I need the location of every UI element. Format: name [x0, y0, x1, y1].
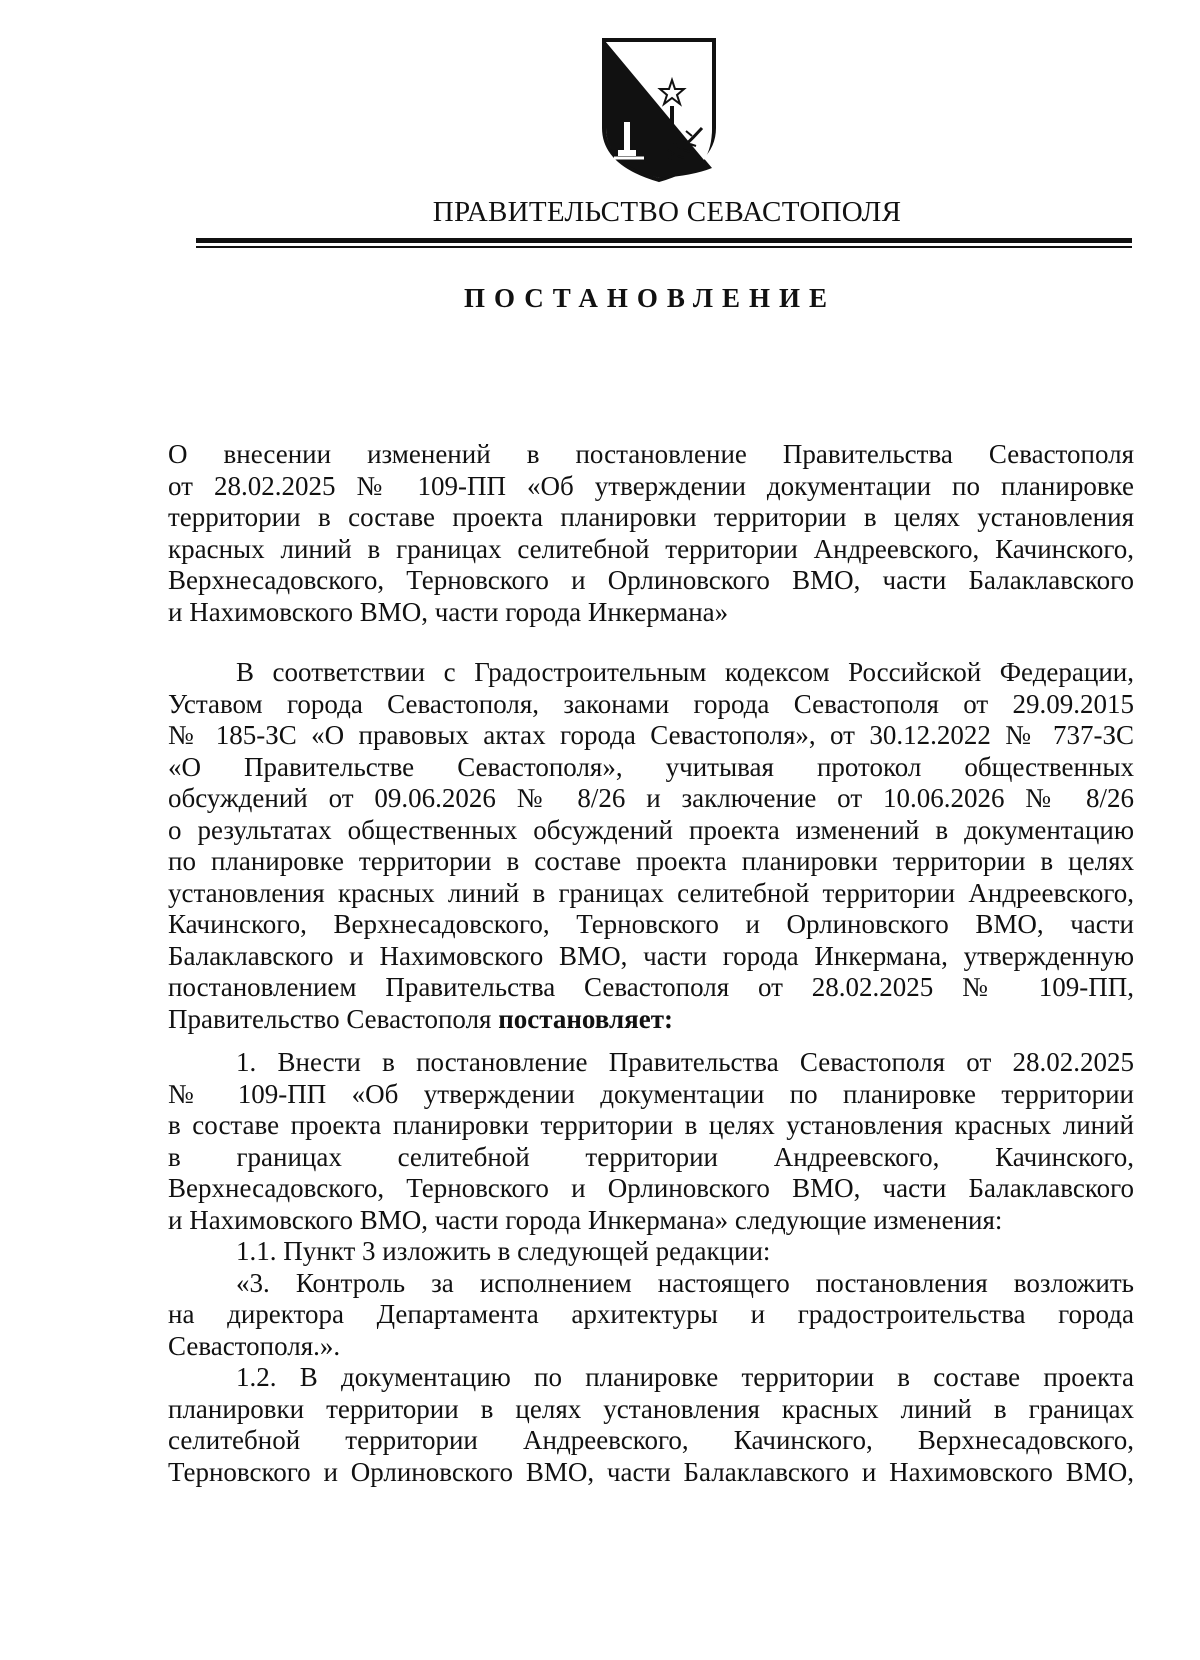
title-line: и Нахимовского ВМО, части города Инкермана» — [168, 596, 729, 627]
item-1 — [168, 1047, 1134, 1488]
resolves-keyword: постановляет: — [498, 1003, 673, 1034]
preamble-line: Балаклавского и Нахимовского ВМО, части города Инкермана, утвержденную — [168, 940, 1134, 971]
item-1-line: 1. Внести в постановление Правительства Севастополя от 28.02.2025 — [236, 1047, 1134, 1077]
item-1-line: Верхнесадовского, Терновского и Орлиновского ВМО, части Балаклавского — [168, 1173, 1134, 1203]
preamble-line: установления красных линий в границах селитебной территории Андреевского, — [168, 877, 1134, 908]
item-1-line: и Нахимовского ВМО, части города Инкермана» следующие изменения: — [168, 1204, 1003, 1235]
preamble-line: Уставом города Севастополя, законами города Севастополя от 29.09.2015 — [168, 688, 1134, 719]
item-1-2-line: селитебной территории Андреевского, Качинского, Верхнесадовского, — [168, 1425, 1134, 1455]
preamble-line: Качинского, Верхнесадовского, Терновского и Орлиновского ВМО, части — [168, 909, 1134, 939]
item-1-line: № 109-ПП «Об утверждении документации по планировке территории — [168, 1078, 1134, 1109]
government-name: ПРАВИТЕЛЬСТВО СЕВАСТОПОЛЯ — [432, 196, 902, 228]
preamble — [168, 657, 1134, 1035]
item-1-1-quote-line: «3. Контроль за исполнением настоящего постановления возложить — [236, 1267, 1134, 1298]
title-line: территории в составе проекта планировки территории в целях установления — [168, 502, 1134, 532]
item-1-line: в границах селитебной территории Андреевского, Качинского, — [168, 1141, 1134, 1172]
preamble-closing — [168, 1004, 1134, 1036]
document-title — [168, 439, 1134, 628]
item-1-2-line: планировки территории в целях установления красных линий в границах — [168, 1393, 1134, 1424]
title-line: от 28.02.2025 № 109-ПП «Об утверждении документации по планировке — [168, 470, 1134, 501]
item-1-line: в составе проекта планировки территории в целях установления красных линий — [168, 1110, 1134, 1140]
preamble-line: по планировке территории в составе проекта планировки территории в целях — [168, 846, 1134, 876]
title-line: Верхнесадовского, Терновского и Орлиновского ВМО, части Балаклавского — [168, 565, 1134, 595]
title-line: красных линий в границах селитебной территории Андреевского, Качинского, — [168, 533, 1134, 564]
preamble-line: постановлением Правительства Севастополя от 28.02.2025 № 109-ПП, — [168, 972, 1134, 1002]
header-divider-thick — [196, 238, 1132, 243]
title-line: О внесении изменений в постановление Правительства Севастополя — [168, 439, 1134, 469]
preamble-line: «О Правительстве Севастополя», учитывая протокол общественных — [168, 751, 1134, 782]
preamble-line: № 185-ЗС «О правовых актах города Севастополя», от 30.12.2022 № 737-ЗС — [168, 720, 1134, 750]
item-1-2-line: Терновского и Орлиновского ВМО, части Балаклавского и Нахимовского ВМО, — [168, 1456, 1134, 1487]
preamble-line: В соответствии с Градостроительным кодексом Российской Федерации, — [236, 657, 1134, 687]
preamble-line: о результатах общественных обсуждений проекта изменений в документацию — [168, 814, 1134, 845]
document-type: ПОСТАНОВЛЕНИЕ — [463, 283, 837, 313]
item-1-1-line: 1.1. Пункт 3 изложить в следующей редакции: — [236, 1236, 771, 1266]
preamble-line: обсуждений от 09.06.2026 № 8/26 и заключение от 10.06.2026 № 8/26 — [168, 783, 1134, 813]
item-1-1-quote-line: Севастополя.». — [168, 1330, 341, 1361]
preamble-closing-text: Правительство Севастополя — [168, 1003, 499, 1034]
item-1-2-line: 1.2. В документацию по планировке территории в составе проекта — [236, 1362, 1134, 1392]
header-divider-thin — [196, 246, 1132, 248]
coat-of-arms-icon — [600, 36, 718, 184]
item-1-1-quote-line: на директора Департамента архитектуры и градостроительства города — [168, 1299, 1134, 1329]
